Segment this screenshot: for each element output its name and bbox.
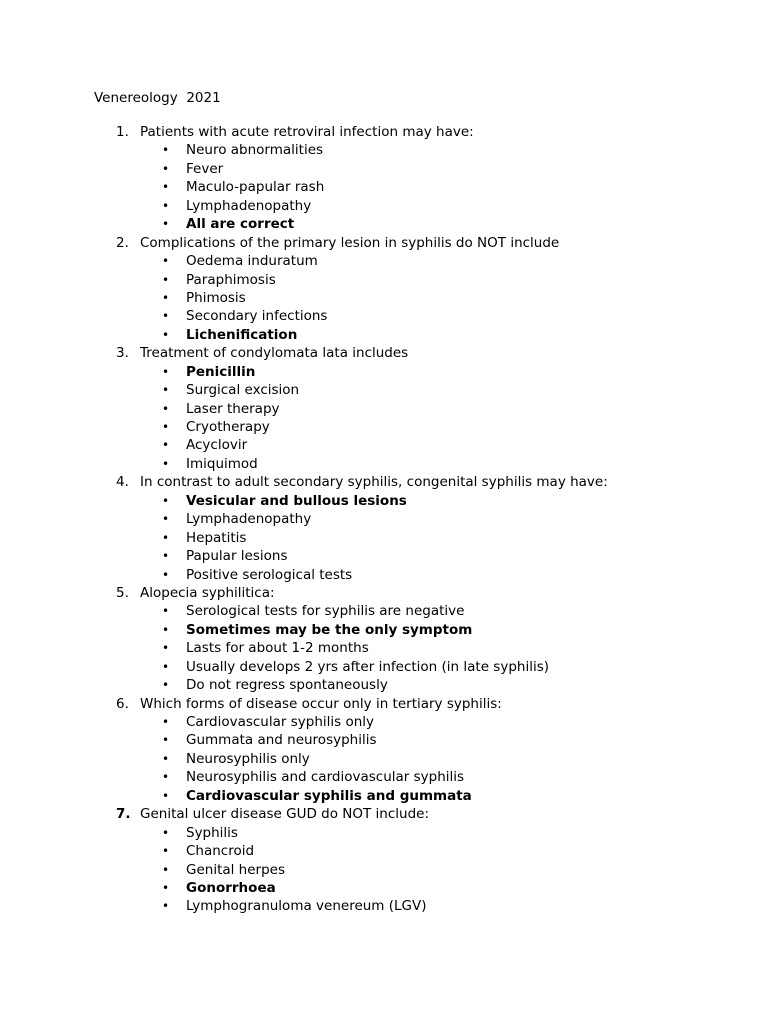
option-text: Fever <box>186 160 224 177</box>
option-text: Paraphimosis <box>186 271 276 288</box>
option-text: Phimosis <box>186 289 246 306</box>
option-text: Genital herpes <box>186 861 286 878</box>
bullet-icon: • <box>162 493 170 508</box>
bullet-icon: • <box>162 770 170 785</box>
option-text: Gummata and neurosyphilis <box>186 732 377 749</box>
question-text: Which forms of disease occur only in tertiary syphilis: <box>140 695 502 712</box>
option-text: Lymphogranuloma venereum (LGV) <box>186 898 427 915</box>
option-text: Usually develops 2 yrs after infection (in late syphilis) <box>186 658 549 675</box>
option-text: Gonorrhoea <box>186 879 276 896</box>
question-text: Treatment of condylomata lata includes <box>140 345 409 362</box>
question-text: In contrast to adult secondary syphilis, congenital syphilis may have: <box>140 474 608 491</box>
option-text: Lichenification <box>186 326 298 343</box>
question-text: Alopecia syphilitica: <box>140 584 275 601</box>
bullet-icon: • <box>162 198 170 213</box>
bullet-icon: • <box>162 751 170 766</box>
bullet-icon: • <box>162 678 170 693</box>
bullet-icon: • <box>162 309 170 324</box>
option-text: Chancroid <box>186 843 255 860</box>
document-title: Venereology 2021 <box>94 90 221 106</box>
bullet-icon: • <box>162 549 170 564</box>
option-text: Imiquimod <box>186 455 258 472</box>
bullet-icon: • <box>162 880 170 895</box>
option-text: Laser therapy <box>186 400 280 417</box>
option-text: Maculo-papular rash <box>186 179 325 196</box>
option-text: Syphilis <box>186 824 238 841</box>
bullet-icon: • <box>162 567 170 582</box>
bullet-icon: • <box>162 143 170 158</box>
option-text: Neurosyphilis and cardiovascular syphilis <box>186 769 465 786</box>
option-text: Cardiovascular syphilis and gummata <box>186 787 472 804</box>
question-number: 4. <box>116 474 129 491</box>
bullet-icon: • <box>162 715 170 729</box>
option-text: Neurosyphilis only <box>186 750 310 767</box>
option-text: Vesicular and bullous lesions <box>186 492 407 509</box>
bullet-icon: • <box>162 290 170 305</box>
bullet-icon: • <box>162 438 170 453</box>
question-number: 3. <box>116 345 129 362</box>
bullet-icon: • <box>162 622 170 637</box>
option-text: Lymphadenopathy <box>186 511 312 528</box>
option-text: Sometimes may be the only symptom <box>186 621 473 638</box>
bullet-icon: • <box>162 733 170 748</box>
option-text: All are correct <box>186 216 295 233</box>
bullet-icon: • <box>162 383 170 398</box>
question-text: Genital ulcer disease GUD do NOT include: <box>140 806 429 823</box>
question-number: 7. <box>116 806 131 823</box>
bullet-icon: • <box>162 180 170 195</box>
option-text: Cryotherapy <box>186 419 270 435</box>
option-text: Hepatitis <box>186 529 247 546</box>
bullet-icon: • <box>162 456 170 471</box>
question-number: 2. <box>116 234 129 251</box>
bullet-icon: • <box>162 844 170 859</box>
option-text: Secondary infections <box>186 308 328 325</box>
bullet-icon: • <box>162 217 170 232</box>
bullet-icon: • <box>162 604 170 619</box>
option-text: Positive serological tests <box>186 566 353 583</box>
bullet-icon: • <box>162 254 170 269</box>
bullet-icon: • <box>162 641 170 656</box>
bullet-icon: • <box>162 401 170 416</box>
bullet-icon: • <box>162 327 170 342</box>
bullet-icon: • <box>162 825 170 840</box>
question-number: 5. <box>116 584 129 601</box>
bullet-icon: • <box>162 530 170 545</box>
bullet-icon: • <box>162 272 170 287</box>
question-number: 1. <box>116 124 129 140</box>
option-text: Serological tests for syphilis are negative <box>186 603 465 620</box>
option-text: Neuro abnormalities <box>186 142 324 159</box>
bullet-icon: • <box>162 161 170 176</box>
bullet-icon: • <box>162 788 170 803</box>
bullet-icon: • <box>162 364 170 379</box>
bullet-icon: • <box>162 899 170 914</box>
option-text: Cardiovascular syphilis only <box>186 714 375 730</box>
option-text: Lymphadenopathy <box>186 197 312 214</box>
bullet-icon: • <box>162 512 170 527</box>
option-text: Papular lesions <box>186 548 288 565</box>
option-text: Lasts for about 1-2 months <box>186 640 369 657</box>
option-text: Surgical excision <box>186 382 300 399</box>
question-number: 6. <box>116 695 129 712</box>
question-text: Patients with acute retroviral infection may have: <box>140 124 474 140</box>
option-text: Penicillin <box>186 363 256 380</box>
option-text: Oedema induratum <box>186 253 318 270</box>
question-text: Complications of the primary lesion in syphilis do NOT include <box>140 234 560 251</box>
option-text: Do not regress spontaneously <box>186 677 388 694</box>
bullet-icon: • <box>162 420 170 434</box>
bullet-icon: • <box>162 659 170 674</box>
option-text: Acyclovir <box>186 437 248 454</box>
bullet-icon: • <box>162 862 170 877</box>
